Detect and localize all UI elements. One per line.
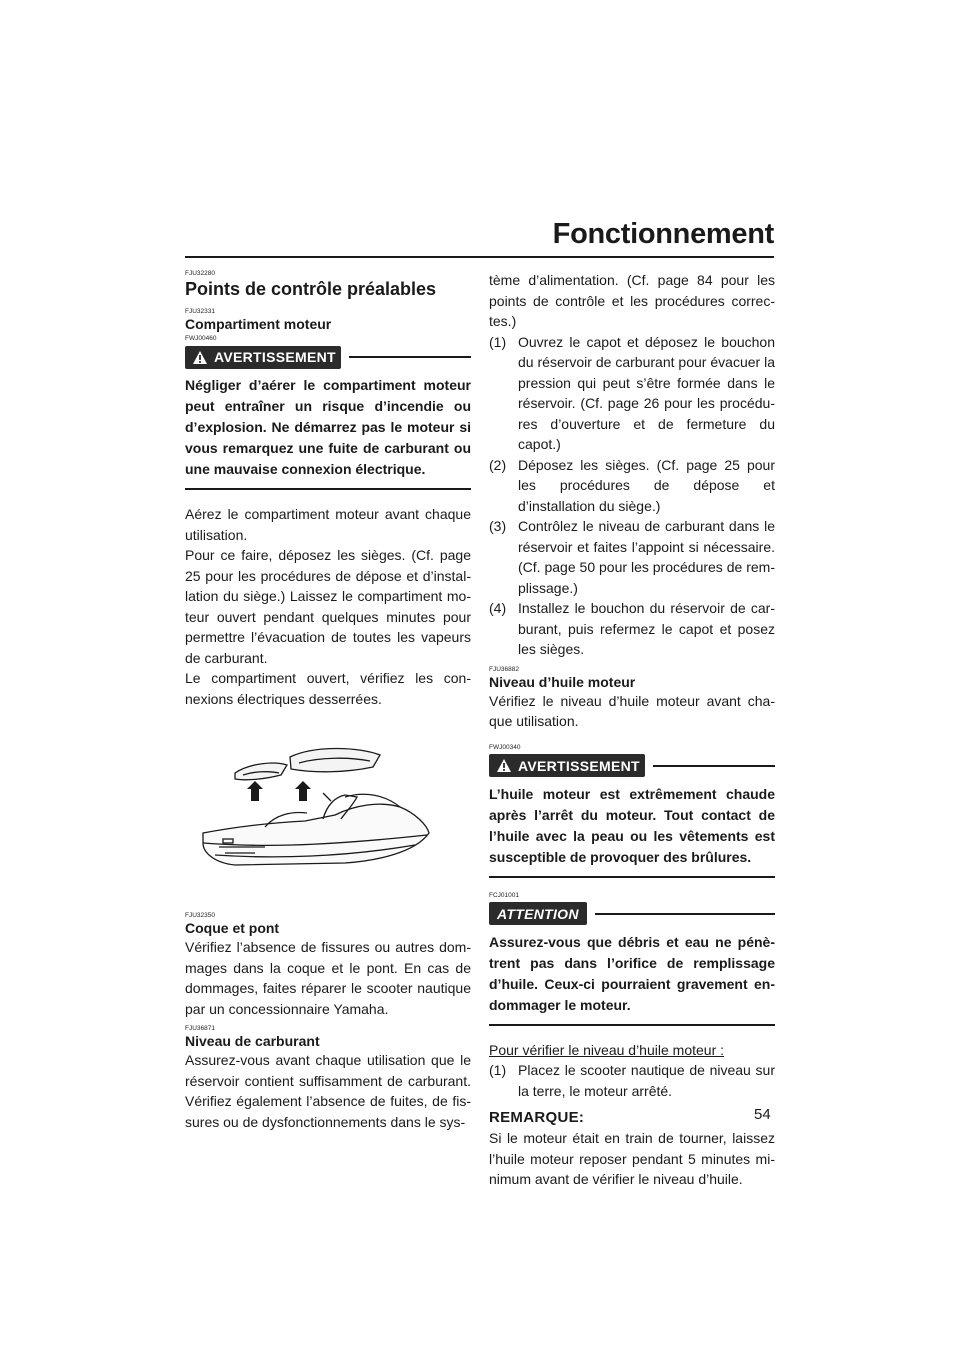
- step-number: (4): [489, 600, 507, 616]
- subsection-code: FJU32350: [185, 912, 215, 919]
- list-item: [489, 332, 775, 455]
- note-text: Si le moteur était en train de tourner, laissez l’huile moteur reposer pendant 5 minutes mi-nimum avant de vérifier le niveau d’huile.: [489, 1130, 775, 1187]
- attention-header: [489, 902, 775, 926]
- warning-label: AVERTISSEMENT: [214, 349, 336, 365]
- paragraph: tème d’alimentation. (Cf. page 84 pour les points de contrôle et les procédures correc-tes.): [489, 272, 775, 329]
- warning-box: [185, 335, 471, 490]
- warning-badge: [185, 346, 341, 369]
- warning-text: L’huile moteur est extrêmement chaude après l’arrêt du moteur. Tout contact de l’huile avec la peau ou les vêtements est susceptible de provoquer des brûlures.: [489, 784, 775, 878]
- step-number: (1): [489, 1062, 507, 1078]
- step-text: Placez le scooter nautique de niveau sur la terre, le moteur arrêté.: [518, 1062, 775, 1099]
- list-item: [489, 455, 775, 517]
- right-column: [489, 270, 775, 1190]
- fuel-steps-list: [489, 332, 775, 660]
- warning-header: [489, 754, 775, 778]
- subsection-title-engine-oil: Niveau d’huile moteur: [489, 673, 636, 690]
- left-column: [185, 270, 471, 1132]
- attention-box: [489, 892, 775, 1026]
- paragraph: Assurez-vous avant chaque utilisation que le réservoir contient suffisamment de carburant. Vérifiez également l’absence de fuites, de fis-sures ou de dysfonctionnements dans le sys-: [185, 1052, 471, 1130]
- attention-rule: [595, 913, 775, 915]
- paragraph: Vérifiez le niveau d’huile moteur avant cha-que utilisation.: [489, 692, 775, 729]
- step-number: (1): [489, 333, 507, 350]
- paragraph: Pour ce faire, déposez les sièges. (Cf. page 25 pour les procédures de dépose et d’instal-lation du siège.) Laissez le compartiment mo-teur ouvert pendant quelques minutes pour permettre l’évacuation de toutes les vapeurs de carburant.: [185, 547, 471, 666]
- section-code: FJU32280: [185, 270, 215, 277]
- step-text: Contrôlez le niveau de carburant dans le réservoir et faites l’appoint si nécessaire. (Cf. page 50 pour les procédures de rem-plissage.): [518, 518, 775, 596]
- page-title: Fonctionnement: [552, 218, 774, 250]
- section-title: Points de contrôle préalables: [185, 279, 437, 299]
- warning-text: Négliger d’aérer le compartiment moteur peut entraîner un risque d’incendie ou d’explosion. Ne démarrez pas le moteur si vous remarquez une fuite de carburant ou une mauvaise connexion électrique.: [185, 375, 471, 490]
- step-text: Ouvrez le capot et déposez le bouchon du réservoir de carburant pour évacuer la pression qui peut s’être formée dans le réservoir. (Cf. page 26 pour les procédu-res d’ouverture et de fermeture du capot.): [518, 333, 775, 452]
- warning-triangle-icon: [496, 758, 512, 773]
- step-text: Installez le bouchon du réservoir de car-burant, puis refermez le capot et posez les sièges.: [518, 600, 775, 657]
- subsection-title-engine-compartment: Compartiment moteur: [185, 316, 332, 332]
- subsection-title-fuel-level: Niveau de carburant: [185, 1033, 320, 1049]
- watercraft-illustration: [195, 735, 435, 885]
- step-text: Déposez les sièges. (Cf. page 25 pour les procédures de dépose et d’installation du siège.): [518, 456, 775, 514]
- attention-text: Assurez-vous que débris et eau ne pénè-trent pas dans l’orifice de remplissage d’huile. Ceux-ci pourraient gravement en-dommager le moteur.: [489, 932, 775, 1026]
- step-number: (3): [489, 518, 507, 534]
- warning-code: FWJ00340: [489, 743, 521, 751]
- subsection-code: FJU36882: [489, 665, 519, 673]
- paragraph: Le compartiment ouvert, vérifiez les con-nexions électriques desserrées.: [185, 670, 471, 707]
- step-number: (2): [489, 456, 507, 473]
- warning-rule: [349, 356, 471, 358]
- list-item: [489, 598, 775, 660]
- check-procedure-title: Pour vérifier le niveau d’huile moteur :: [489, 1041, 725, 1058]
- subsection-title-hull-deck: Coque et pont: [185, 920, 280, 936]
- paragraph: Vérifiez l’absence de fissures ou autres dom-mages dans la coque et le pont. En cas de dommages, faites réparer le scooter nautique par un concessionnaire Yamaha.: [185, 939, 471, 1017]
- attention-badge: ATTENTION: [489, 902, 587, 925]
- note-title: REMARQUE:: [489, 1109, 585, 1126]
- warning-code: FWJ00460: [185, 335, 217, 342]
- oil-steps-list: [489, 1060, 775, 1101]
- warning-triangle-icon: [192, 350, 208, 365]
- warning-badge: [489, 754, 645, 777]
- warning-header: [185, 345, 471, 369]
- page-number: 54: [754, 1106, 771, 1123]
- attention-code: FCJ01001: [489, 891, 519, 899]
- list-item: [489, 516, 775, 598]
- subsection-code: FJU32331: [185, 308, 215, 315]
- paragraph: Aérez le compartiment moteur avant chaque utilisation.: [185, 506, 471, 543]
- subsection-code: FJU36871: [185, 1025, 215, 1032]
- warning-rule: [653, 765, 775, 767]
- page-header: [185, 218, 774, 258]
- list-item: [489, 1060, 775, 1101]
- warning-box: [489, 744, 775, 878]
- warning-label: AVERTISSEMENT: [518, 757, 640, 774]
